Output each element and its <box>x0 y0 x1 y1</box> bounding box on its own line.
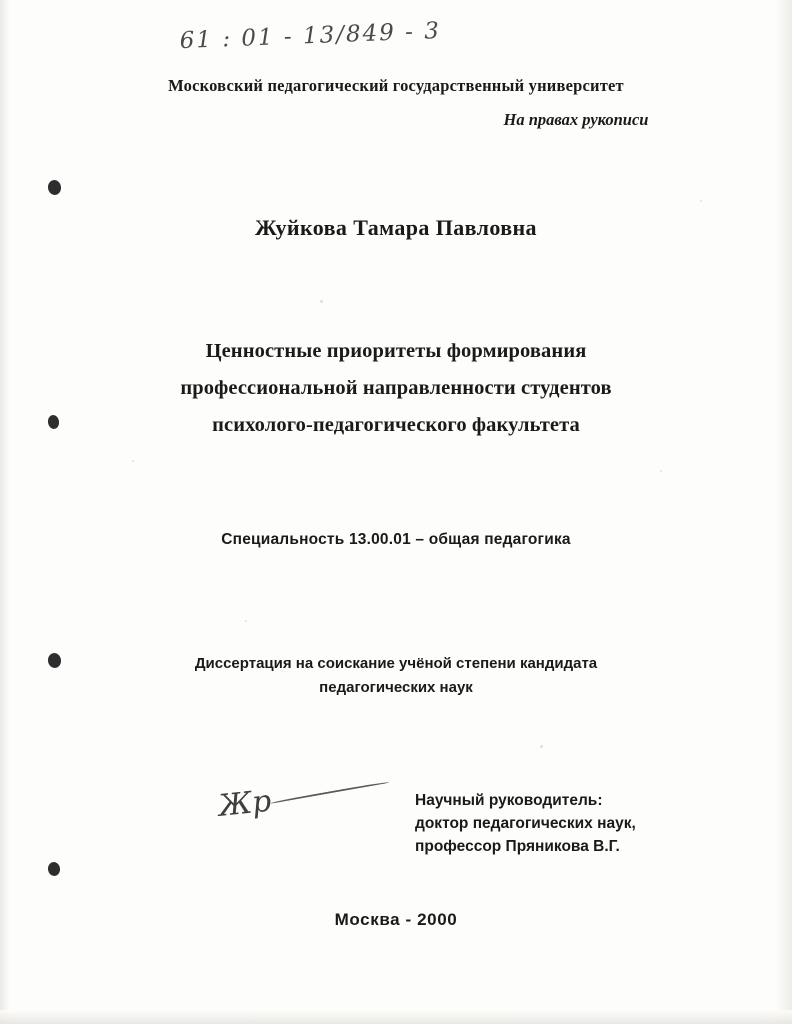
degree-line-2: педагогических наук <box>319 679 473 696</box>
scan-speck <box>700 200 702 202</box>
archive-code-handwritten: 61 : 01 - 13/849 - 3 <box>179 18 442 55</box>
scan-edge-left <box>0 0 10 1024</box>
scan-edge-right <box>776 0 792 1024</box>
scan-speck <box>540 745 543 748</box>
title-line-2: профессиональной направленности студентов <box>180 377 612 399</box>
manuscript-note: На правах рукописи <box>503 110 649 129</box>
binding-hole <box>47 861 61 877</box>
binding-hole <box>47 179 62 196</box>
degree-line-1: Диссертация на соискание учёной степени кандидата <box>194 655 598 672</box>
scan-speck <box>320 300 323 303</box>
scan-edge-bottom <box>0 1010 792 1024</box>
city-and-year: Москва - 2000 <box>334 910 458 929</box>
title-line-1: Ценностные приоритеты формирования <box>205 340 587 362</box>
signature-flourish <box>271 781 390 805</box>
dissertation-title <box>0 333 792 444</box>
author-name: Жуйкова Тамара Павловна <box>255 215 537 240</box>
signature-initials: Жр <box>216 783 273 824</box>
title-line-3: психолого-педагогического факультета <box>212 414 580 436</box>
advisor-line-1: Научный руководитель: <box>415 792 603 809</box>
scan-speck <box>245 620 247 622</box>
handwritten-signature <box>217 771 393 824</box>
university-name: Московский педагогический государственный университет <box>168 76 624 95</box>
advisor-line-3: профессор Пряникова В.Г. <box>415 838 620 855</box>
advisor-line-2: доктор педагогических наук, <box>415 815 636 832</box>
scan-speck <box>132 460 134 462</box>
degree-statement <box>0 652 792 700</box>
specialty-code: Специальность 13.00.01 – общая педагогика <box>221 531 571 548</box>
scientific-advisor <box>415 789 636 858</box>
scan-speck <box>660 470 662 472</box>
